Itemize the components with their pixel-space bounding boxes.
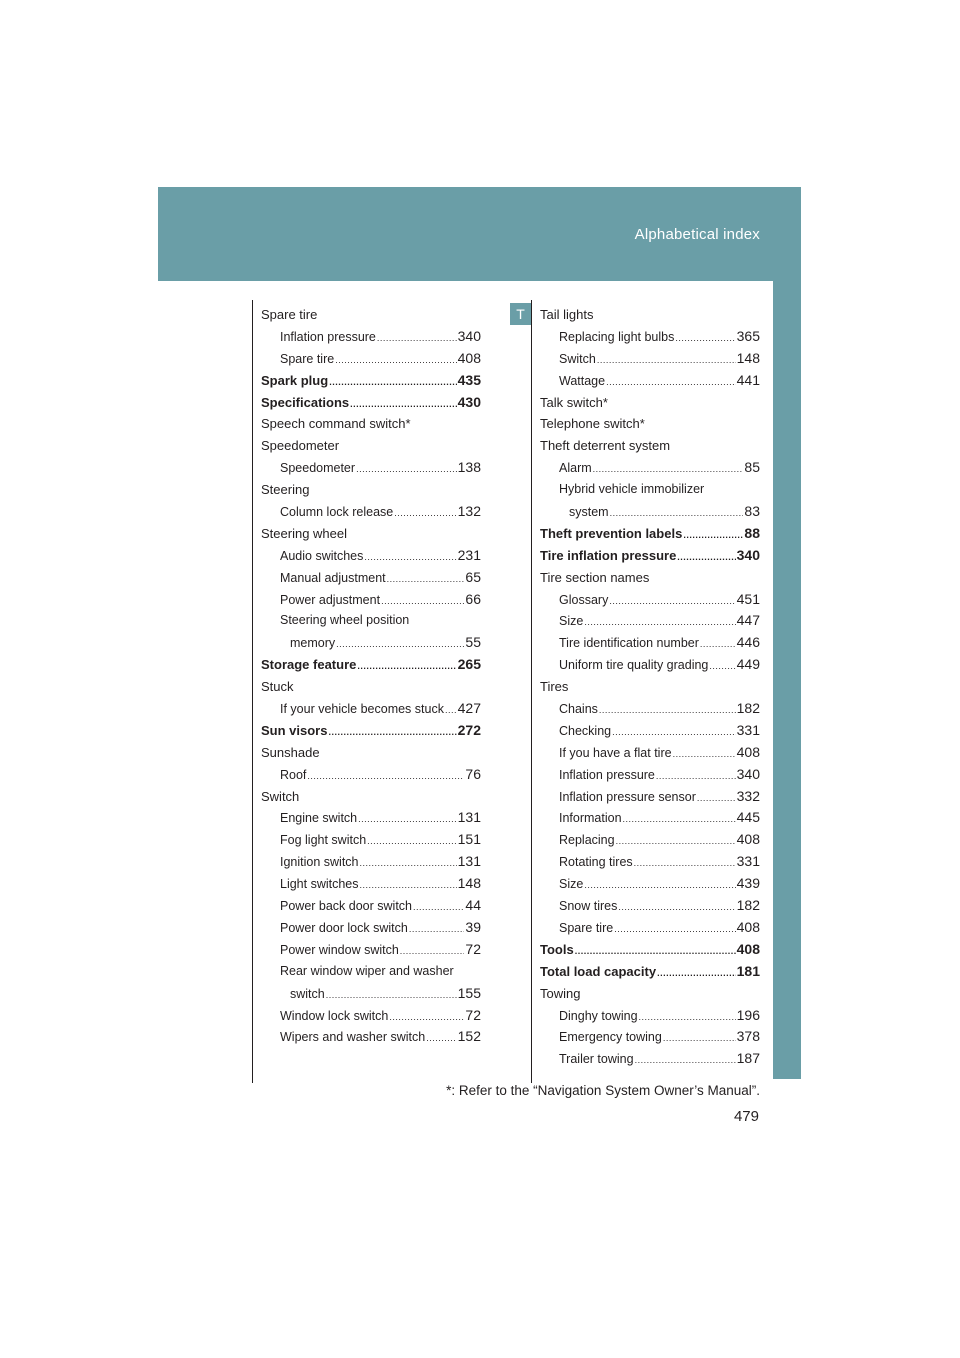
index-entry-label: Speedometer <box>261 438 340 454</box>
index-entry <box>261 917 481 939</box>
index-entry-label: Inflation pressure <box>280 329 376 344</box>
index-entry <box>261 457 481 479</box>
index-entry <box>261 545 481 567</box>
index-entry-label: Chains <box>559 702 598 717</box>
index-entry-page-number: 445 <box>736 809 760 826</box>
dot-leader <box>634 853 736 875</box>
index-entry-label: Stuck <box>261 679 294 695</box>
dot-leader <box>697 788 736 810</box>
index-entry-label: Talk switch* <box>540 394 608 410</box>
dot-leader <box>657 963 736 985</box>
index-entry <box>540 698 760 720</box>
index-entry <box>540 983 760 1005</box>
left-column-rule <box>252 300 253 1083</box>
dot-leader <box>387 569 465 591</box>
index-entry <box>261 589 481 611</box>
index-entry <box>540 304 760 326</box>
index-entry <box>540 676 760 698</box>
dot-leader <box>606 372 736 394</box>
index-entry-page-number: 441 <box>736 371 760 388</box>
dot-leader <box>400 941 465 963</box>
index-entry <box>540 413 760 435</box>
index-entry-label: Switch <box>261 788 300 804</box>
index-entry <box>261 873 481 895</box>
dot-leader <box>609 591 735 613</box>
index-entry-page-number: 85 <box>744 459 760 476</box>
dot-leader <box>326 985 457 1007</box>
index-entry-page-number: 72 <box>465 940 481 957</box>
page-number: 479 <box>733 1108 759 1125</box>
index-entry <box>540 895 760 917</box>
index-entry-label: Emergency towing <box>559 1030 662 1045</box>
dot-leader <box>336 634 464 656</box>
index-entry <box>540 742 760 764</box>
index-entry <box>540 589 760 611</box>
index-entry <box>261 632 481 654</box>
index-entry-label: Ignition switch <box>280 855 359 870</box>
dot-leader <box>635 1050 736 1072</box>
index-entry-label: Tire section names <box>540 569 650 585</box>
dot-leader <box>381 591 464 613</box>
index-entry <box>540 807 760 829</box>
index-entry-page-number: 340 <box>736 546 760 563</box>
dot-leader <box>656 766 736 788</box>
index-entry-page-number: 439 <box>736 875 760 892</box>
index-entry-label: Spare tire <box>559 920 614 935</box>
index-entry <box>261 413 481 435</box>
index-entry-label: Hybrid vehicle immobilizer <box>559 482 705 497</box>
dot-leader <box>409 919 465 941</box>
dot-leader <box>612 722 736 744</box>
index-entry <box>261 654 481 676</box>
index-entry-page-number: 181 <box>736 962 760 979</box>
index-entry <box>261 567 481 589</box>
index-entry-label: switch <box>290 986 325 1001</box>
index-entry-page-number: 408 <box>457 349 481 366</box>
index-entry-label: Storage feature <box>261 657 357 673</box>
dot-leader <box>328 722 456 744</box>
index-entry-label: Power door lock switch <box>280 920 408 935</box>
dot-leader <box>677 547 735 569</box>
index-entry <box>540 435 760 457</box>
dot-leader <box>675 328 735 350</box>
index-entry-page-number: 182 <box>736 897 760 914</box>
index-entry <box>261 742 481 764</box>
index-column-right <box>540 304 760 1070</box>
index-entry-page-number: 39 <box>465 918 481 935</box>
index-entry-page-number: 331 <box>736 721 760 738</box>
index-entry <box>261 523 481 545</box>
index-entry-label: Telephone switch* <box>540 416 645 432</box>
index-entry <box>261 348 481 370</box>
dot-leader <box>335 350 456 372</box>
index-entry <box>540 632 760 654</box>
index-entry-label: memory <box>290 636 336 651</box>
index-entry-label: Glossary <box>559 592 609 607</box>
index-entry <box>261 720 481 742</box>
index-entry-label: Fog light switch <box>280 833 367 848</box>
index-entry-label: Rotating tires <box>559 855 633 870</box>
index-entry-label: Sun visors <box>261 722 328 738</box>
index-column-left <box>261 304 481 1048</box>
index-entry-label: Information <box>559 811 622 826</box>
index-entry-label: Inflation pressure sensor <box>559 789 696 804</box>
index-entry <box>540 567 760 589</box>
index-entry-page-number: 340 <box>457 327 481 344</box>
index-entry-label: Light switches <box>280 877 359 892</box>
index-entry-page-number: 340 <box>736 765 760 782</box>
index-entry-label: Manual adjustment <box>280 570 386 585</box>
index-entry <box>540 326 760 348</box>
index-entry-label: Power back door switch <box>280 899 413 914</box>
index-entry-label: Switch <box>559 351 596 366</box>
index-entry <box>540 457 760 479</box>
dot-leader <box>360 853 457 875</box>
index-entry-label: Theft prevention labels <box>540 525 683 541</box>
dot-leader <box>700 634 736 656</box>
index-entry-page-number: 196 <box>736 1006 760 1023</box>
index-entry-label: Tire identification number <box>559 636 699 651</box>
index-entry-label: Sunshade <box>261 744 320 760</box>
index-entry-page-number: 152 <box>457 1028 481 1045</box>
index-entry <box>540 851 760 873</box>
index-entry <box>261 501 481 523</box>
index-entry-label: Audio switches <box>280 548 364 563</box>
index-entry-label: Replacing <box>559 833 615 848</box>
index-entry-page-number: 131 <box>457 809 481 826</box>
index-entry-label: Towing <box>540 985 581 1001</box>
index-entry <box>261 786 481 808</box>
index-entry-page-number: 332 <box>736 787 760 804</box>
index-entry-label: Size <box>559 877 584 892</box>
index-entry-page-number: 44 <box>465 897 481 914</box>
index-entry <box>261 1026 481 1048</box>
dot-leader <box>575 941 736 963</box>
index-entry-label: Dinghy towing <box>559 1008 638 1023</box>
index-entry-page-number: 148 <box>457 875 481 892</box>
index-entry-page-number: 76 <box>465 765 481 782</box>
index-entry <box>540 873 760 895</box>
dot-leader <box>389 1007 464 1029</box>
center-column-rule <box>531 300 532 1083</box>
index-entry-page-number: 88 <box>744 524 760 541</box>
index-entry-page-number: 272 <box>457 721 481 738</box>
dot-leader <box>367 831 456 853</box>
index-entry-page-number: 451 <box>736 590 760 607</box>
dot-leader <box>584 612 735 634</box>
header-band <box>158 187 801 281</box>
index-entry-label: Replacing light bulbs <box>559 329 675 344</box>
dot-leader <box>673 744 736 766</box>
index-entry <box>261 764 481 786</box>
index-entry <box>540 545 760 567</box>
index-entry <box>261 851 481 873</box>
dot-leader <box>445 700 457 722</box>
index-entry <box>540 479 760 501</box>
index-entry <box>540 786 760 808</box>
dot-leader <box>350 394 457 416</box>
index-entry-page-number: 427 <box>457 700 481 717</box>
index-entry <box>261 807 481 829</box>
index-entry-label: Tire inflation pressure <box>540 547 677 563</box>
index-entry <box>261 392 481 414</box>
index-entry <box>261 370 481 392</box>
index-entry-label: Tools <box>540 941 574 957</box>
index-entry-label: system <box>569 505 609 520</box>
index-entry <box>261 676 481 698</box>
index-entry-page-number: 447 <box>736 612 760 629</box>
index-entry-label: Size <box>559 614 584 629</box>
dot-leader <box>610 503 744 525</box>
index-entry-page-number: 72 <box>465 1006 481 1023</box>
index-entry-label: Speedometer <box>280 461 356 476</box>
index-entry-page-number: 182 <box>736 700 760 717</box>
index-entry <box>540 610 760 632</box>
dot-leader <box>377 328 457 350</box>
dot-leader <box>597 350 736 372</box>
index-entry-label: If you have a flat tire <box>559 745 672 760</box>
index-entry-page-number: 265 <box>457 656 481 673</box>
index-entry-label: Window lock switch <box>280 1008 389 1023</box>
index-entry <box>261 1005 481 1027</box>
index-entry-label: Speech command switch* <box>261 416 411 432</box>
index-entry-label: Specifications <box>261 394 350 410</box>
page-header-title: Alphabetical index <box>634 226 760 243</box>
index-entry-label: Snow tires <box>559 899 618 914</box>
index-entry-page-number: 378 <box>736 1028 760 1045</box>
index-entry-page-number: 331 <box>736 853 760 870</box>
index-entry-page-number: 65 <box>465 568 481 585</box>
index-entry <box>261 610 481 632</box>
dot-leader <box>593 459 744 481</box>
dot-leader <box>618 897 735 919</box>
index-entry-label: Engine switch <box>280 811 358 826</box>
index-entry-page-number: 446 <box>736 634 760 651</box>
index-entry-label: Spare tire <box>261 307 318 322</box>
index-entry-page-number: 365 <box>736 327 760 344</box>
index-entry-page-number: 408 <box>736 940 760 957</box>
dot-leader <box>426 1028 456 1050</box>
dot-leader <box>639 1007 736 1029</box>
index-entry <box>261 479 481 501</box>
index-entry-label: Tail lights <box>540 307 594 322</box>
index-entry <box>540 370 760 392</box>
index-entry <box>540 764 760 786</box>
index-entry-page-number: 131 <box>457 853 481 870</box>
index-entry-page-number: 187 <box>736 1050 760 1067</box>
index-entry <box>261 698 481 720</box>
index-entry-page-number: 449 <box>736 656 760 673</box>
index-entry <box>540 720 760 742</box>
index-entry <box>261 304 481 326</box>
dot-leader <box>413 897 464 919</box>
dot-leader <box>358 809 457 831</box>
dot-leader <box>329 372 456 394</box>
index-entry <box>261 961 481 983</box>
index-entry <box>540 829 760 851</box>
dot-leader <box>599 700 736 722</box>
dot-leader <box>360 875 457 897</box>
dot-leader <box>709 656 735 678</box>
footnote: *: Refer to the “Navigation System Owner’s Manual”. <box>446 1083 760 1098</box>
index-entry-label: Steering wheel position <box>280 613 410 628</box>
index-entry-label: Roof <box>280 767 307 782</box>
dot-leader <box>364 547 456 569</box>
index-entry <box>261 895 481 917</box>
index-entry <box>540 939 760 961</box>
index-entry <box>540 523 760 545</box>
index-entry-label: Wipers and washer switch <box>280 1030 426 1045</box>
dot-leader <box>356 459 457 481</box>
index-entry-label: Power adjustment <box>280 592 381 607</box>
index-entry-label: Inflation pressure <box>559 767 655 782</box>
index-entry-label: Trailer towing <box>559 1052 634 1067</box>
index-entry <box>540 961 760 983</box>
index-entry <box>540 1048 760 1070</box>
index-entry-page-number: 83 <box>744 503 760 520</box>
section-letter-badge: T <box>510 303 531 325</box>
index-entry <box>261 435 481 457</box>
index-entry-page-number: 155 <box>457 984 481 1001</box>
index-entry-label: Steering <box>261 482 310 498</box>
index-entry-page-number: 231 <box>457 546 481 563</box>
index-entry-label: Alarm <box>559 461 592 476</box>
index-entry-page-number: 55 <box>465 634 481 651</box>
index-entry-page-number: 66 <box>465 590 481 607</box>
index-entry-label: Theft deterrent system <box>540 438 671 454</box>
index-entry-label: Spare tire <box>280 351 335 366</box>
index-entry-label: Rear window wiper and washer <box>280 963 454 978</box>
index-entry <box>540 654 760 676</box>
dot-leader <box>614 919 735 941</box>
dot-leader <box>307 766 464 788</box>
index-entry <box>261 983 481 1005</box>
section-thumb-tab <box>773 281 801 1079</box>
index-entry-label: Total load capacity <box>540 963 657 979</box>
dot-leader <box>616 831 736 853</box>
index-entry <box>261 829 481 851</box>
dot-leader <box>663 1028 736 1050</box>
index-entry <box>540 501 760 523</box>
index-entry <box>540 1026 760 1048</box>
index-entry <box>540 348 760 370</box>
index-entry-label: Steering wheel <box>261 525 347 541</box>
index-entry <box>261 939 481 961</box>
dot-leader <box>584 875 735 897</box>
index-entry-page-number: 408 <box>736 918 760 935</box>
dot-leader <box>623 809 736 831</box>
dot-leader <box>394 503 456 525</box>
index-entry-label: Checking <box>559 723 612 738</box>
index-entry <box>540 1005 760 1027</box>
index-entry-page-number: 430 <box>457 393 481 410</box>
index-entry-label: Spark plug <box>261 372 329 388</box>
index-entry-page-number: 148 <box>736 349 760 366</box>
index-entry <box>261 326 481 348</box>
index-entry-page-number: 408 <box>736 743 760 760</box>
dot-leader <box>683 525 743 547</box>
index-entry-label: Wattage <box>559 373 606 388</box>
index-entry-label: If your vehicle becomes stuck <box>280 702 444 717</box>
index-entry-label: Power window switch <box>280 942 399 957</box>
index-entry-page-number: 138 <box>457 459 481 476</box>
index-entry-label: Column lock release <box>280 505 394 520</box>
dot-leader <box>357 656 456 678</box>
index-entry-page-number: 408 <box>736 831 760 848</box>
index-entry <box>540 917 760 939</box>
index-entry-page-number: 435 <box>457 371 481 388</box>
index-entry-page-number: 151 <box>457 831 481 848</box>
index-entry-page-number: 132 <box>457 503 481 520</box>
index-entry-label: Tires <box>540 679 569 695</box>
index-entry <box>540 392 760 414</box>
index-entry-label: Uniform tire quality grading <box>559 658 709 673</box>
